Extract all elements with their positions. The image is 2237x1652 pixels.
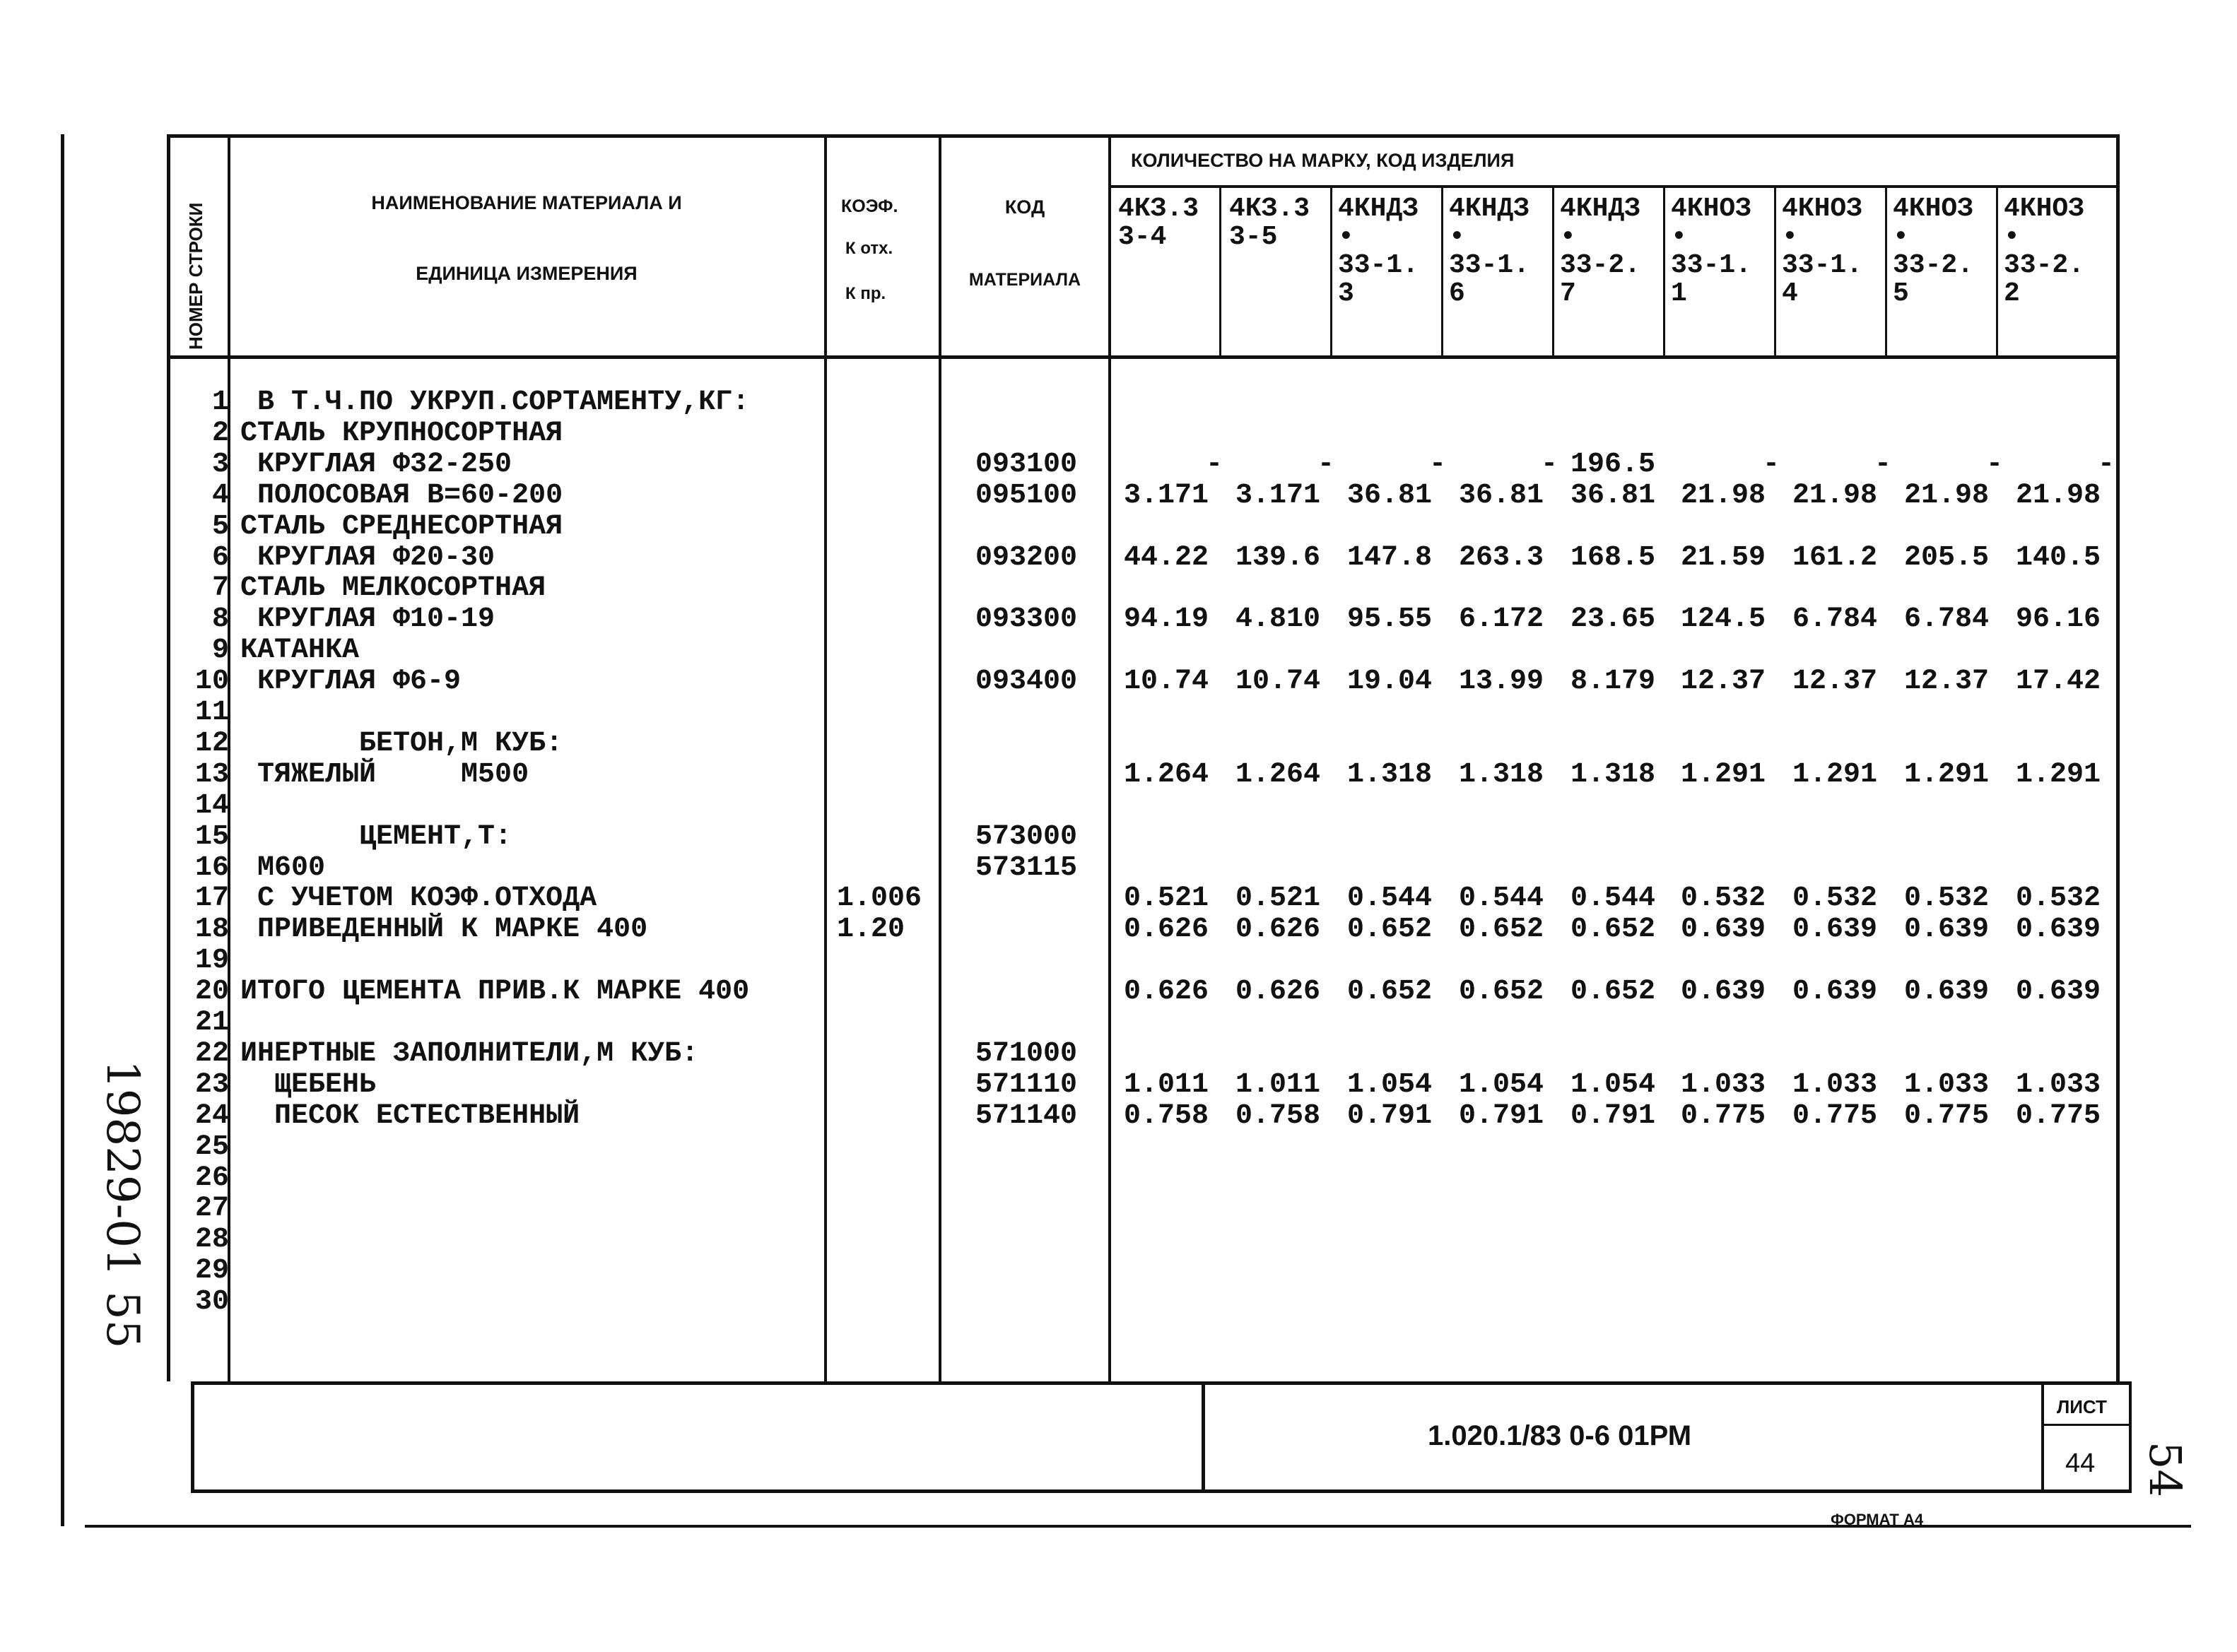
- row-number: 14: [194, 790, 229, 822]
- quantity-value: 1.318: [1459, 759, 1544, 791]
- material-name: ТЯЖЕЛЫЙ М500: [240, 759, 529, 791]
- quantity-value: 8.179: [1570, 666, 1656, 697]
- material-code: 571110: [975, 1069, 1078, 1101]
- quantity-value: 0.544: [1570, 883, 1656, 914]
- quantity-value: 0.775: [2016, 1100, 2101, 1132]
- table-right-border: [2116, 134, 2120, 1381]
- quantity-value: 12.37: [1681, 666, 1766, 697]
- row-number: 16: [194, 852, 229, 884]
- material-name: В Т.Ч.ПО УКРУП.СОРТАМЕНТУ,КГ:: [240, 387, 750, 418]
- quantity-value: 0.639: [1792, 914, 1878, 945]
- quantity-value: -: [1317, 449, 1334, 480]
- material-name: КРУГЛАЯ Ф10-19: [240, 603, 495, 635]
- material-code: 573000: [975, 821, 1078, 853]
- row-number: 2: [211, 418, 229, 449]
- quantity-value: 161.2: [1792, 542, 1878, 574]
- quantity-value: 1.033: [1904, 1069, 1990, 1101]
- quantity-value: 0.639: [2016, 976, 2101, 1008]
- header-code-line2: МАТЕРИАЛА: [968, 270, 1081, 290]
- material-code: 571000: [975, 1038, 1078, 1070]
- row-number: 25: [194, 1131, 229, 1163]
- material-code: 093100: [975, 449, 1078, 480]
- row-number: 20: [194, 976, 229, 1008]
- quantity-value: -: [1762, 449, 1780, 480]
- quantity-value: 36.81: [1347, 480, 1433, 512]
- quantity-value: 0.758: [1235, 1100, 1321, 1132]
- quantity-value: 21.59: [1681, 542, 1766, 574]
- mark-divider-3: [1441, 185, 1443, 359]
- row-number: 13: [194, 759, 229, 791]
- quantity-value: 1.291: [1904, 759, 1990, 791]
- quantity-value: -: [1874, 449, 1891, 480]
- quantity-value: 96.16: [2016, 603, 2101, 635]
- row-number: 1: [211, 387, 229, 418]
- mark-header-4: 4КНДЗ • 33-1. 6: [1449, 194, 1530, 309]
- quantity-value: 13.99: [1459, 666, 1544, 697]
- row-number: 4: [211, 480, 229, 512]
- material-name: ЩЕБЕНЬ: [240, 1069, 377, 1101]
- mark-header-9: 4КНОЗ • 33-2. 2: [2004, 194, 2085, 309]
- quantity-value: 124.5: [1681, 603, 1766, 635]
- quantity-value: 0.652: [1570, 914, 1656, 945]
- material-name: С УЧЕТОМ КОЭФ.ОТХОДА: [240, 883, 597, 914]
- quantity-value: 1.318: [1347, 759, 1433, 791]
- col-divider-2: [824, 134, 827, 1381]
- row-number: 8: [211, 603, 229, 635]
- table-left-border: [167, 134, 170, 1381]
- header-coef-line3: К пр.: [845, 284, 886, 303]
- quantity-value: 0.639: [1904, 914, 1990, 945]
- stamp-top-line: [191, 1381, 2131, 1385]
- quantity-value: 1.011: [1124, 1069, 1209, 1101]
- stamp-left-line: [191, 1381, 194, 1493]
- sheet-number: 44: [2065, 1449, 2096, 1478]
- quantity-value: 0.652: [1570, 976, 1656, 1008]
- row-number: 15: [194, 821, 229, 853]
- mark-header-8: 4КНОЗ • 33-2. 5: [1893, 194, 1974, 309]
- quantity-value: 0.652: [1459, 914, 1544, 945]
- col-divider-4: [1108, 134, 1111, 1381]
- quantity-value: 0.639: [1792, 976, 1878, 1008]
- quantity-value: 10.74: [1235, 666, 1321, 697]
- mark-header-1: 4КЗ.3 3-4: [1118, 194, 1199, 252]
- row-number: 24: [194, 1100, 229, 1132]
- quantity-value: 263.3: [1459, 542, 1544, 574]
- stamp-sheet-hline: [2041, 1424, 2131, 1426]
- quantity-value: 23.65: [1570, 603, 1656, 635]
- quantity-value: 0.639: [1681, 914, 1766, 945]
- quantity-value: 0.639: [1681, 976, 1766, 1008]
- quantity-value: 1.033: [2016, 1069, 2101, 1101]
- header-bottom-line: [167, 355, 2118, 359]
- quantity-value: 0.532: [2016, 883, 2101, 914]
- material-name: СТАЛЬ МЕЛКОСОРТНАЯ: [240, 572, 546, 604]
- quantity-value: 0.544: [1347, 883, 1433, 914]
- stamp-mid-divider: [1202, 1381, 1205, 1493]
- quantity-value: -: [1205, 449, 1223, 480]
- quantity-value: 1.264: [1235, 759, 1321, 791]
- mark-divider-1: [1219, 185, 1221, 359]
- material-name: СТАЛЬ КРУПНОСОРТНАЯ: [240, 418, 563, 449]
- format-label: ФОРМАТ А4: [1831, 1511, 1924, 1528]
- quantity-value: 21.98: [2016, 480, 2101, 512]
- quantity-value: 205.5: [1904, 542, 1990, 574]
- row-number: 27: [194, 1193, 229, 1225]
- mark-divider-7: [1885, 185, 1887, 359]
- quantity-value: 0.758: [1124, 1100, 1209, 1132]
- material-name: ИТОГО ЦЕМЕНТА ПРИВ.К МАРКЕ 400: [240, 976, 750, 1008]
- material-name: ПОЛОСОВАЯ В=60-200: [240, 480, 563, 512]
- quantity-value: 21.98: [1792, 480, 1878, 512]
- row-number: 28: [194, 1224, 229, 1256]
- quantity-value: 0.652: [1347, 976, 1433, 1008]
- header-quantity: КОЛИЧЕСТВО НА МАРКУ, КОД ИЗДЕЛИЯ: [1131, 150, 1515, 171]
- material-code: 093200: [975, 542, 1078, 574]
- material-name: ПРИВЕДЕННЫЙ К МАРКЕ 400: [240, 914, 648, 945]
- stamp-bottom-line: [191, 1489, 2131, 1493]
- material-name: КРУГЛАЯ Ф32-250: [240, 449, 512, 480]
- mark-header-6: 4КНОЗ • 33-1. 1: [1671, 194, 1752, 309]
- quantity-value: 0.626: [1124, 976, 1209, 1008]
- quantity-value: 1.291: [2016, 759, 2101, 791]
- quantity-value: 4.810: [1235, 603, 1321, 635]
- coef-value: 1.20: [837, 914, 905, 945]
- mark-header-5: 4КНДЗ • 33-2. 7: [1560, 194, 1641, 309]
- col-divider-3: [939, 134, 941, 1381]
- material-name: СТАЛЬ СРЕДНЕСОРТНАЯ: [240, 511, 563, 543]
- material-name: М600: [240, 852, 326, 884]
- quantity-value: 0.626: [1235, 976, 1321, 1008]
- quantity-value: 3.171: [1124, 480, 1209, 512]
- quantity-value: 19.04: [1347, 666, 1433, 697]
- quantity-value: 0.775: [1792, 1100, 1878, 1132]
- quantity-value: 140.5: [2016, 542, 2101, 574]
- header-material-line2: ЕДИНИЦА ИЗМЕРЕНИЯ: [416, 263, 638, 284]
- quantity-value: 0.775: [1904, 1100, 1990, 1132]
- mark-divider-4: [1552, 185, 1554, 359]
- quantity-value: 44.22: [1124, 542, 1209, 574]
- row-number: 6: [211, 542, 229, 574]
- material-code: 095100: [975, 480, 1078, 512]
- material-name: КРУГЛАЯ Ф6-9: [240, 666, 462, 697]
- row-number: 11: [194, 697, 229, 728]
- quantity-value: 0.791: [1459, 1100, 1544, 1132]
- left-handwritten-note: 19829-01 55: [96, 1060, 148, 1349]
- quantity-value: 0.791: [1570, 1100, 1656, 1132]
- material-name: КРУГЛАЯ Ф20-30: [240, 542, 495, 574]
- row-number: 30: [194, 1286, 229, 1318]
- quantity-value: 12.37: [1904, 666, 1990, 697]
- quantity-value: 95.55: [1347, 603, 1433, 635]
- quantity-value: 0.532: [1681, 883, 1766, 914]
- quantity-value: 94.19: [1124, 603, 1209, 635]
- outer-left-line: [61, 134, 64, 1526]
- row-number: 19: [194, 945, 229, 977]
- row-number: 7: [211, 572, 229, 604]
- quantity-value: 196.5: [1570, 449, 1656, 480]
- quantity-value: 1.011: [1235, 1069, 1321, 1101]
- quantity-value: 10.74: [1124, 666, 1209, 697]
- quantity-value: 0.791: [1347, 1100, 1433, 1132]
- row-number: 10: [194, 666, 229, 697]
- row-number: 5: [211, 511, 229, 543]
- quantity-value: 139.6: [1235, 542, 1321, 574]
- row-number: 18: [194, 914, 229, 945]
- quantity-value: 3.171: [1235, 480, 1321, 512]
- quantity-value: 1.318: [1570, 759, 1656, 791]
- quantity-value: 0.532: [1792, 883, 1878, 914]
- row-number: 26: [194, 1162, 229, 1194]
- mark-divider-2: [1330, 185, 1332, 359]
- row-number: 9: [211, 635, 229, 666]
- table-top-border: [167, 134, 2118, 138]
- mark-header-7: 4КНОЗ • 33-1. 4: [1782, 194, 1863, 309]
- quantity-value: 12.37: [1792, 666, 1878, 697]
- quantity-value: 168.5: [1570, 542, 1656, 574]
- mark-divider-8: [1996, 185, 1998, 359]
- row-number: 21: [194, 1007, 229, 1039]
- quantity-value: 0.626: [1235, 914, 1321, 945]
- quantity-header-line: [1108, 185, 2118, 188]
- quantity-value: 1.054: [1347, 1069, 1433, 1101]
- sheet-label: ЛИСТ: [2057, 1396, 2107, 1417]
- quantity-value: 0.521: [1124, 883, 1209, 914]
- quantity-value: 1.033: [1792, 1069, 1878, 1101]
- quantity-value: 1.054: [1570, 1069, 1656, 1101]
- mark-header-2: 4КЗ.3 3-5: [1229, 194, 1310, 252]
- quantity-value: 21.98: [1904, 480, 1990, 512]
- quantity-value: 21.98: [1681, 480, 1766, 512]
- material-name: ЦЕМЕНТ,Т:: [240, 821, 512, 853]
- mark-header-3: 4КНДЗ • 33-1. 3: [1338, 194, 1419, 309]
- quantity-value: 1.054: [1459, 1069, 1544, 1101]
- material-name: КАТАНКА: [240, 635, 360, 666]
- row-number: 22: [194, 1038, 229, 1070]
- quantity-value: 0.639: [2016, 914, 2101, 945]
- header-coef-line1: КОЭФ.: [841, 196, 898, 216]
- material-code: 573115: [975, 852, 1078, 884]
- quantity-value: 1.033: [1681, 1069, 1766, 1101]
- quantity-value: -: [1428, 449, 1446, 480]
- material-code: 571140: [975, 1100, 1078, 1132]
- quantity-value: 0.626: [1124, 914, 1209, 945]
- row-number: 23: [194, 1069, 229, 1101]
- quantity-value: 0.544: [1459, 883, 1544, 914]
- quantity-value: 1.291: [1792, 759, 1878, 791]
- material-code: 093300: [975, 603, 1078, 635]
- material-name: ИНЕРТНЫЕ ЗАПОЛНИТЕЛИ,М КУБ:: [240, 1038, 699, 1070]
- material-name: БЕТОН,М КУБ:: [240, 728, 563, 760]
- material-code: 093400: [975, 666, 1078, 697]
- document-code: 1.020.1/83 0-6 01РМ: [1428, 1420, 1692, 1451]
- quantity-value: 0.532: [1904, 883, 1990, 914]
- header-code-line1: КОД: [1004, 196, 1045, 218]
- row-number: 3: [211, 449, 229, 480]
- quantity-value: 1.291: [1681, 759, 1766, 791]
- quantity-value: 0.652: [1347, 914, 1433, 945]
- coef-value: 1.006: [837, 883, 922, 914]
- quantity-value: 0.639: [1904, 976, 1990, 1008]
- material-name: ПЕСОК ЕСТЕСТВЕННЫЙ: [240, 1100, 580, 1132]
- quantity-value: 1.264: [1124, 759, 1209, 791]
- mark-divider-5: [1663, 185, 1665, 359]
- quantity-value: -: [2097, 449, 2115, 480]
- quantity-value: -: [1540, 449, 1558, 480]
- quantity-value: -: [1985, 449, 2003, 480]
- header-coef-line2: К отх.: [845, 239, 893, 258]
- stamp-sheet-divider: [2041, 1381, 2044, 1493]
- quantity-value: 0.775: [1681, 1100, 1766, 1132]
- quantity-value: 0.521: [1235, 883, 1321, 914]
- stamp-right-line: [2129, 1381, 2132, 1493]
- quantity-value: 36.81: [1459, 480, 1544, 512]
- header-material-line1: НАИМЕНОВАНИЕ МАТЕРИАЛА И: [371, 192, 682, 213]
- row-number: 29: [194, 1255, 229, 1287]
- row-number: 12: [194, 728, 229, 760]
- quantity-value: 17.42: [2016, 666, 2101, 697]
- quantity-value: 36.81: [1570, 480, 1656, 512]
- quantity-value: 147.8: [1347, 542, 1433, 574]
- header-row-number: НОМЕР СТРОКИ: [185, 202, 206, 350]
- quantity-value: 6.784: [1792, 603, 1878, 635]
- quantity-value: 6.784: [1904, 603, 1990, 635]
- right-handwritten-note: 54: [2139, 1441, 2191, 1497]
- row-number: 17: [194, 883, 229, 914]
- quantity-value: 6.172: [1459, 603, 1544, 635]
- mark-divider-6: [1774, 185, 1776, 359]
- quantity-value: 0.652: [1459, 976, 1544, 1008]
